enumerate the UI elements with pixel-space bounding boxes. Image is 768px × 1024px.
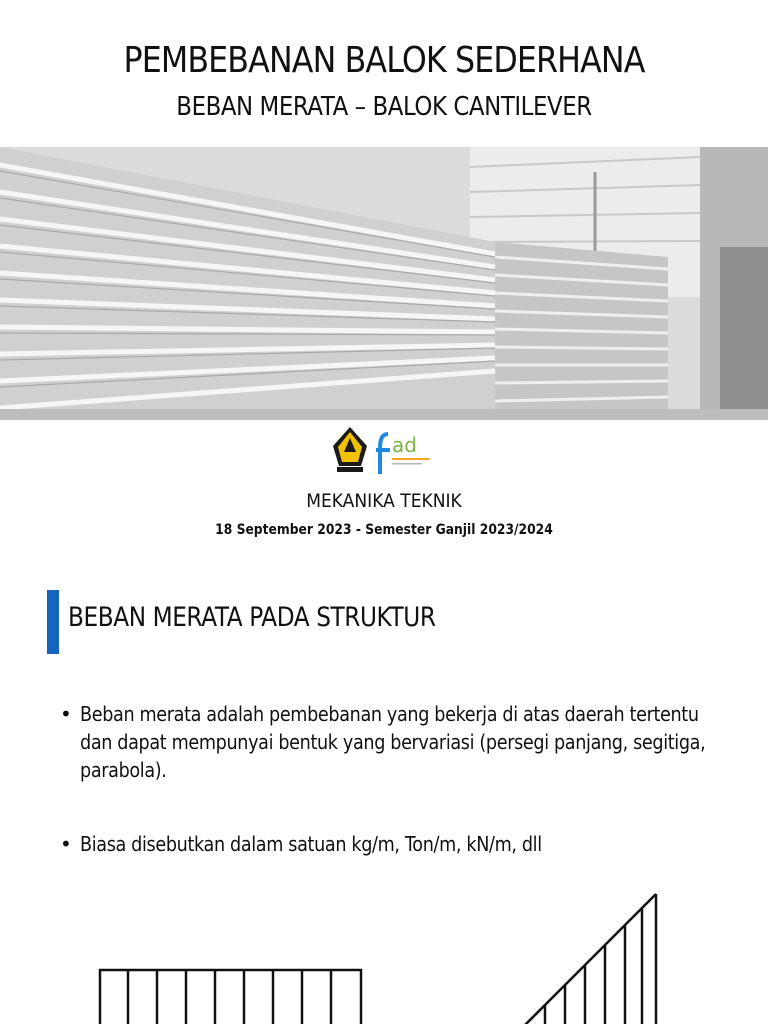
- load-diagrams: [0, 880, 768, 1024]
- bullet-item: [60, 700, 720, 784]
- bullet-text: Beban merata adalah pembebanan yang bekerja di atas daerah tertentu dan dapat mempunyai bentuk yang bervariasi (persegi panjang, segitiga, parabola).: [80, 702, 706, 782]
- brick-wall-photo-icon: [0, 147, 768, 420]
- content-slide: [0, 560, 768, 1024]
- bullet-dot-icon: •: [60, 832, 72, 856]
- date-line: 18 September 2023 - Semester Ganjil 2023/2024: [215, 522, 553, 538]
- bullet-item: [60, 830, 720, 858]
- logo-row: [0, 426, 768, 478]
- university-shield-icon: [331, 426, 369, 474]
- building-photo: [0, 147, 768, 420]
- heading-accent-bar: [47, 590, 59, 654]
- bullet-dot-icon: •: [60, 702, 72, 726]
- course-name: MEKANIKA TEKNIK: [306, 490, 462, 512]
- bullet-text: Biasa disebutkan dalam satuan kg/m, Ton/m, kN/m, dll: [80, 832, 542, 856]
- bullet-list: [60, 700, 720, 858]
- fad-logo-icon: [376, 430, 436, 476]
- slide-subtitle: BEBAN MERATA – BALOK CANTILEVER: [176, 92, 592, 122]
- section-heading: BEBAN MERATA PADA STRUKTUR: [68, 602, 436, 633]
- slide-title: PEMBEBANAN BALOK SEDERHANA: [123, 40, 645, 81]
- fad-logo-text: ad: [392, 433, 417, 457]
- rectangular-load-icon: [100, 970, 361, 1024]
- load-diagrams-svg: [0, 880, 768, 1024]
- triangular-load-icon: [520, 894, 656, 1024]
